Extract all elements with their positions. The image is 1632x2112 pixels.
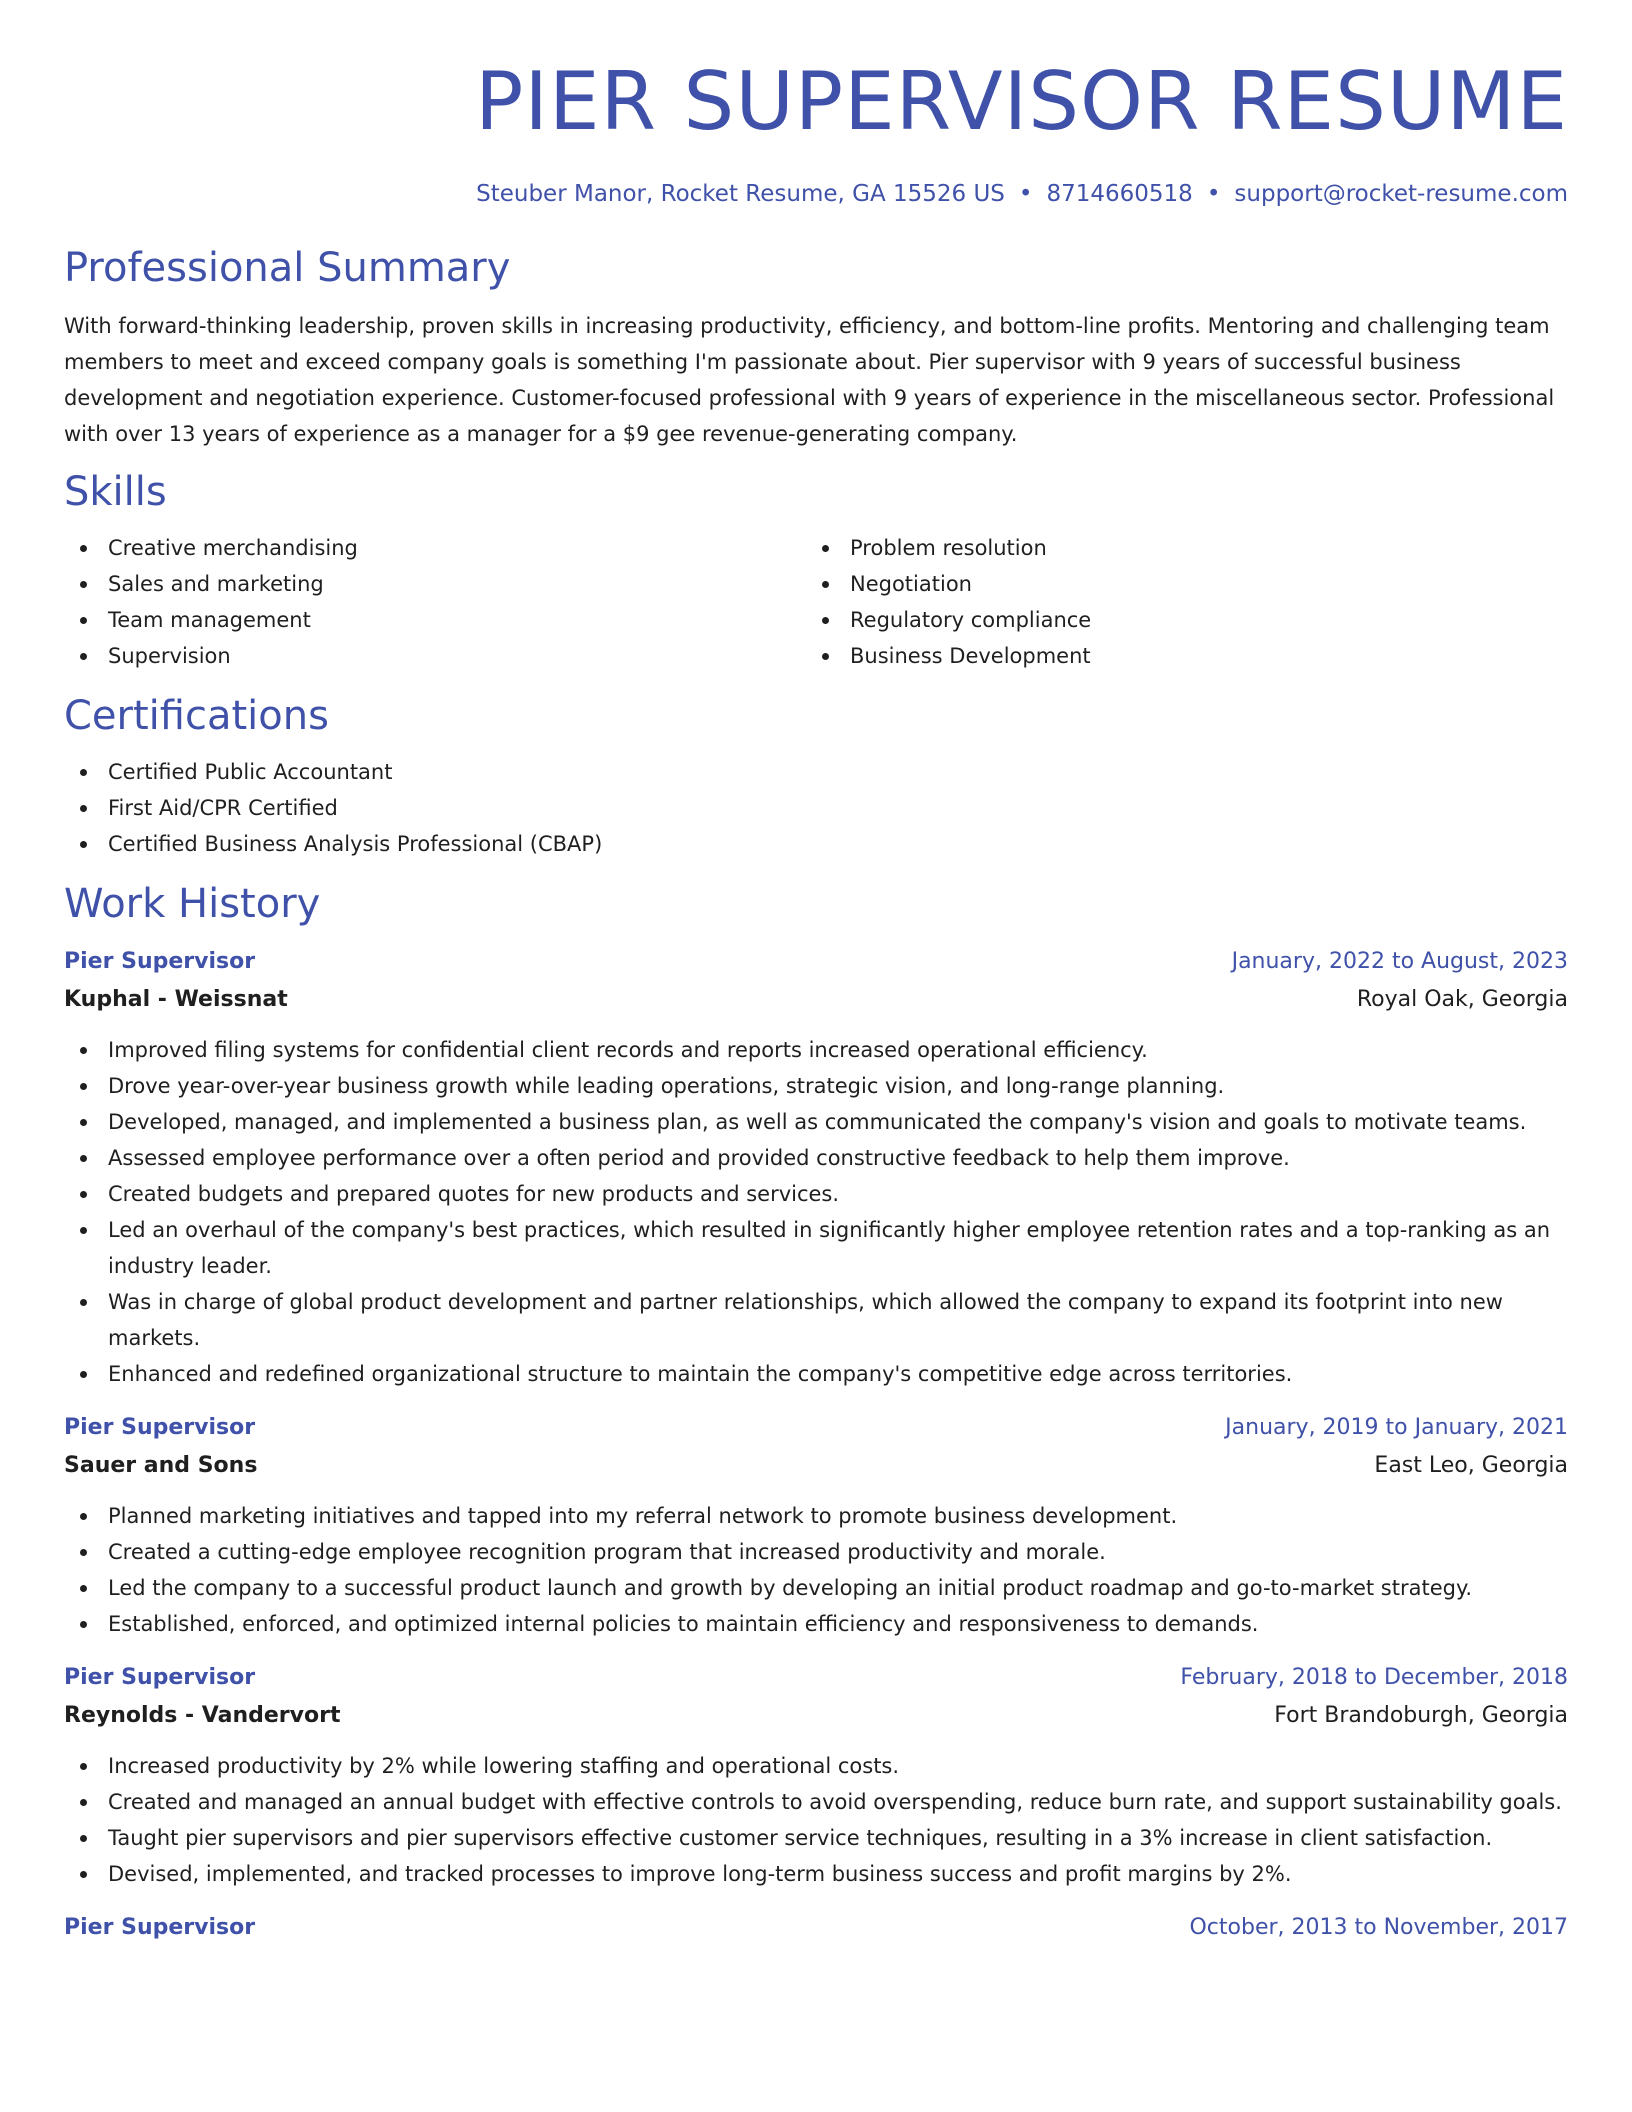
job-entry bbox=[64, 1410, 1568, 1642]
skill-item: Sales and marketing bbox=[64, 566, 806, 602]
contact-line bbox=[64, 178, 1568, 210]
job-title: Pier Supervisor bbox=[64, 1915, 256, 1940]
skill-item: Negotiation bbox=[806, 566, 1548, 602]
job-bullet: Created a cutting-edge employee recognition program that increased productivity and morale. bbox=[64, 1534, 1568, 1570]
job-title: Pier Supervisor bbox=[64, 1415, 256, 1440]
job-title: Pier Supervisor bbox=[64, 1665, 256, 1690]
job-bullet: Taught pier supervisors and pier supervisors effective customer service techniques, resulting in a 3% increase in client satisfaction. bbox=[64, 1820, 1568, 1856]
work-history-heading: Work History bbox=[64, 881, 321, 927]
skill-item: Team management bbox=[64, 602, 806, 638]
job-company-row bbox=[64, 980, 1568, 1020]
job-header-row bbox=[64, 1910, 1568, 1946]
job-bullets bbox=[64, 1748, 1568, 1892]
job-bullet: Increased productivity by 2% while lowering staffing and operational costs. bbox=[64, 1748, 1568, 1784]
skill-item: Supervision bbox=[64, 638, 806, 674]
contact-separator: • bbox=[1018, 181, 1033, 207]
job-bullet: Planned marketing initiatives and tapped into my referral network to promote business development. bbox=[64, 1498, 1568, 1534]
job-bullets bbox=[64, 1032, 1568, 1392]
skill-item: Regulatory compliance bbox=[806, 602, 1548, 638]
job-bullet: Developed, managed, and implemented a business plan, as well as communicated the company's vision and goals to motivate teams. bbox=[64, 1104, 1568, 1140]
job-location: East Leo, Georgia bbox=[1374, 1453, 1568, 1478]
skills-grid bbox=[64, 530, 1568, 674]
job-company: Kuphal - Weissnat bbox=[64, 987, 288, 1012]
job-entry bbox=[64, 1910, 1568, 1946]
job-bullet: Enhanced and redefined organizational structure to maintain the company's competitive edge across territories. bbox=[64, 1356, 1568, 1392]
job-dates: October, 2013 to November, 2017 bbox=[1189, 1915, 1568, 1940]
contact-phone: 8714660518 bbox=[1046, 181, 1193, 207]
summary-heading: Professional Summary bbox=[64, 245, 511, 291]
page-title: PIER SUPERVISOR RESUME bbox=[475, 55, 1568, 148]
contact-address: Steuber Manor, Rocket Resume, GA 15526 US bbox=[476, 181, 1005, 207]
job-bullet: Improved filing systems for confidential client records and reports increased operational efficiency. bbox=[64, 1032, 1568, 1068]
skill-item: Problem resolution bbox=[806, 530, 1548, 566]
contact-email: support@rocket-resume.com bbox=[1234, 181, 1568, 207]
contact-separator: • bbox=[1206, 181, 1221, 207]
job-header-row bbox=[64, 1410, 1568, 1446]
job-bullet: Created and managed an annual budget with effective controls to avoid overspending, reduce burn rate, and support sustainability goals. bbox=[64, 1784, 1568, 1820]
job-company-row bbox=[64, 1696, 1568, 1736]
job-entry bbox=[64, 1660, 1568, 1892]
certifications-heading: Certifications bbox=[64, 693, 329, 739]
job-bullet: Created budgets and prepared quotes for new products and services. bbox=[64, 1176, 1568, 1212]
job-bullet: Led an overhaul of the company's best practices, which resulted in significantly higher employee retention rates and a top-ranking as an industry leader. bbox=[64, 1212, 1568, 1284]
job-location: Royal Oak, Georgia bbox=[1356, 987, 1568, 1012]
job-dates: February, 2018 to December, 2018 bbox=[1180, 1665, 1568, 1690]
job-title: Pier Supervisor bbox=[64, 949, 256, 974]
job-bullets bbox=[64, 1498, 1568, 1642]
job-dates: January, 2022 to August, 2023 bbox=[1231, 949, 1568, 974]
job-bullet: Drove year-over-year business growth while leading operations, strategic vision, and long-range planning. bbox=[64, 1068, 1568, 1104]
job-header-row bbox=[64, 944, 1568, 980]
job-bullet: Assessed employee performance over a often period and provided constructive feedback to help them improve. bbox=[64, 1140, 1568, 1176]
summary-text: With forward-thinking leadership, proven skills in increasing productivity, efficiency, and bottom-line profits. Mentoring and challenging team members to meet and exceed company goals is something I'm passionate about. Pier supervisor with 9 years of successful business development and negotiation experience. Customer-focused professional with 9 years of experience in the miscellaneous sector. Professional with over 13 years of experience as a manager for a $9 gee revenue-generating company. bbox=[64, 314, 1555, 446]
certification-item: First Aid/CPR Certified bbox=[64, 790, 1568, 826]
job-entry bbox=[64, 944, 1568, 1392]
job-company: Reynolds - Vandervort bbox=[64, 1703, 341, 1728]
certification-item: Certified Business Analysis Professional (CBAP) bbox=[64, 826, 1568, 862]
job-company: Sauer and Sons bbox=[64, 1453, 258, 1478]
skills-column-right bbox=[806, 530, 1548, 674]
job-bullet: Led the company to a successful product launch and growth by developing an initial product roadmap and go-to-market strategy. bbox=[64, 1570, 1568, 1606]
job-location: Fort Brandoburgh, Georgia bbox=[1274, 1703, 1568, 1728]
skills-heading: Skills bbox=[64, 469, 167, 515]
skill-item: Business Development bbox=[806, 638, 1548, 674]
job-company-row bbox=[64, 1446, 1568, 1486]
job-dates: January, 2019 to January, 2021 bbox=[1225, 1415, 1568, 1440]
certification-item: Certified Public Accountant bbox=[64, 754, 1568, 790]
skill-item: Creative merchandising bbox=[64, 530, 806, 566]
job-header-row bbox=[64, 1660, 1568, 1696]
job-bullet: Devised, implemented, and tracked processes to improve long-term business success and profit margins by 2%. bbox=[64, 1856, 1568, 1892]
certifications-list bbox=[64, 754, 1568, 862]
skills-column-left bbox=[64, 530, 806, 674]
job-bullet: Established, enforced, and optimized internal policies to maintain efficiency and responsiveness to demands. bbox=[64, 1606, 1568, 1642]
job-bullet: Was in charge of global product development and partner relationships, which allowed the company to expand its footprint into new markets. bbox=[64, 1284, 1568, 1356]
